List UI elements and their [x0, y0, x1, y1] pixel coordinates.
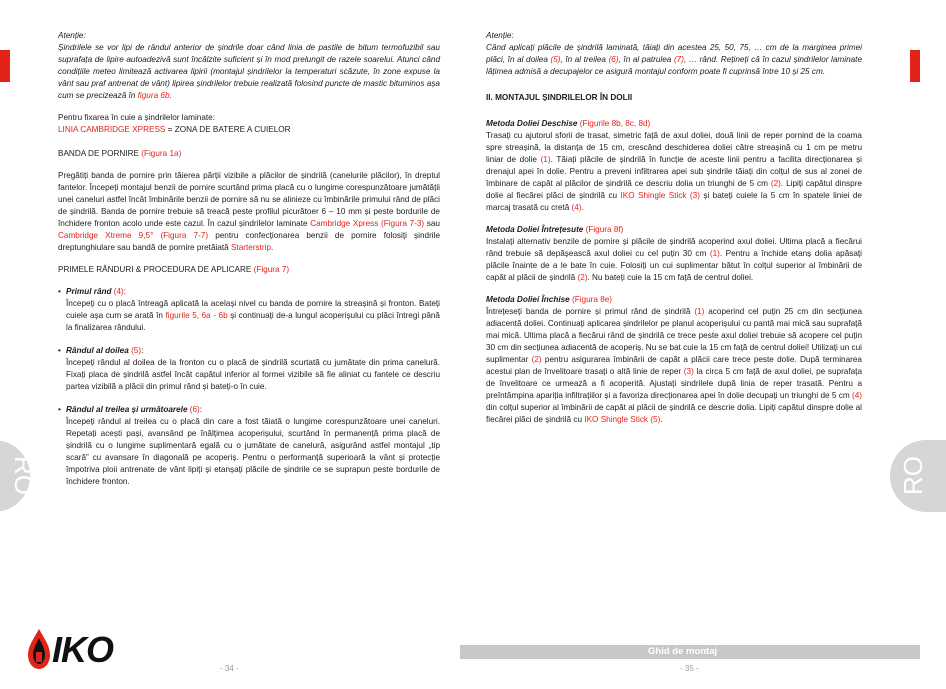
- left-edge-marker: [0, 50, 10, 82]
- cambridge-xpress-link[interactable]: Cambridge Xpress (Figura 7-3): [310, 219, 425, 228]
- note-title: Atenție:: [58, 31, 86, 40]
- note-block-right: Atenție: Când aplicați plăcile de șindrilă laminată, tăiați din acestea 25, 50, 75, … cm de la marginea primei plăci, în al doilea (5), în al treilea (6), în al patrulea (7), … rând. Rețineți că în cazul șindrilelor laminate lățimea admisă a decupajelor ce asigură montajul conform poate fi cuprinsă între 10 și 25 cm.: [486, 31, 863, 76]
- page-number-left: - 34 -: [220, 664, 239, 673]
- figure-link-5-6[interactable]: figurile 5, 6a - 6b: [165, 311, 228, 320]
- flame-logo-icon: [26, 628, 52, 670]
- left-page-column: [58, 30, 440, 499]
- list-item: • Primul rând (4): Începeți cu o placă întreagă aplicată la același nivel cu banda de pornire la streașină și fronton. Bateți cuiele așa cum se arată în figurile 5, 6a - 6b și continuați de-a lungul acoperișului cu plăci întregi până la finalizarea rândului.: [58, 287, 440, 332]
- right-page-column: [486, 30, 862, 436]
- iko-shingle-stick-link-2[interactable]: IKO Shingle Stick (5): [584, 415, 661, 424]
- list-item: • Rândul al doilea (5): Începeți rândul al doilea de la fronton cu o placă de șindrilă scurtată cu jumătate din prima canelură. Fixați placa de șindrilă astfel încât capătul inferior al formei vizibile să fie aliniat cu fantele ce descriu partea vizibilă a plăcii din primul rând și bateți-o în cuie.: [58, 346, 440, 391]
- logo-wordmark: IKO: [52, 629, 114, 670]
- figure-link-8e[interactable]: (Figura 8e): [569, 295, 613, 304]
- section-title: II. MONTAJUL ȘINDRILELOR ÎN DOLII: [486, 93, 633, 102]
- figure-link-1a[interactable]: (Figura 1a): [141, 149, 182, 158]
- footer-label: Ghid de montaj: [648, 646, 718, 657]
- right-edge-marker: [910, 50, 920, 82]
- cambridge-xtreme-link[interactable]: Cambridge Xtreme 9,5° (Figura 7-7): [58, 231, 209, 240]
- closed-valley-method: Metoda Doliei Închise (Figura 8e) Întrețeseți banda de pornire și primul rând de șindrilă (1) acoperind cel puțin 25 cm din secțiunea adiacentă doliei. Continuați aplicarea șindrilelor pe planul acoperișului cu pantă mai mică sau suprafață mai mică. Ultima placă a fiecărui rând de șindrilă ce trece peste axul doliei trebuie să acopere cel puțin 30 cm din secțiunea adiacentă de acoperiș. Nu se bat cuie la 15 cm față de centrul doliei! Utilizați un cui suplimentar (2) pentru asigurarea îmbinării de capăt a plăcii care trece peste dolie. După terminarea acestui plan de învelitoare trasați o altă linie de reper (3) la circa 5 cm față de axul doliei, pe suprafața de învelitoare ce urmează a fi acoperită. Ajustați sindrilele după linia de reper trasată. Pentru a preîntâmpina apariția infiltrațiilor și a favoriza direcționarea apei în dolie decupați un triunghi de 5 cm (4) din colțul superior al îmbinării de capăt al plăcii de șindrilă ce descrie dolia. Lipiți capătul dinspre dolie al fiecărei plăci de șindrilă cu IKO Shingle Stick (5).: [486, 295, 863, 424]
- iko-logo: [26, 628, 156, 672]
- bullet-icon: •: [58, 405, 61, 414]
- starterstrip-link[interactable]: Starterstrip: [230, 243, 272, 252]
- note-block-left: Atenție: Șindrilele se vor lipi de rândul anterior de șindrile doar când linia de pastile de bitum termofuzibil sau suprafața de lipire autoadezivă sunt încălzite suficient și în mod prelungit de razele soarelui. Atunci când condițiile meteo limitează activarea lipirii (montajul șindrilelor la temperaturi scăzute, în zone expuse la vânt sau praf antrenat de vânt) lipirea șindrilelor trebuie realizată folosind puncte de mastic bituminos așa cum se precizează în figura 6b.: [58, 31, 440, 100]
- figure-link-7[interactable]: (Figura 7): [253, 265, 290, 274]
- figure-link-8f[interactable]: (Figura 8f): [583, 225, 624, 234]
- language-tab-right: RO: [890, 440, 946, 512]
- page-number-right: - 35 -: [680, 664, 699, 673]
- iko-shingle-stick-link[interactable]: IKO Shingle Stick (3): [620, 191, 700, 200]
- starter-strip-paragraph: Pregătiți banda de pornire prin tăierea părții vizibile a plăcilor de șindrilă (canelurile plăcilor), în dreptul fantelor. Începeți montajul benzii de pornire scurtând prima placă cu o lungime corespunzătoare jumătății unei caneluri astfel încât îmbinările benzii de pornire să nu se alinieze cu îmbinările primului rând de plăci de șindrilă. Banda de pornire trebuie să treacă peste profilul picurătoer 6 – 10 mm și peste bordurile de închidere fronton acolo unde este cazul. În cazul șindrilelor laminate Cambridge Xpress (Figura 7-3) sau Cambridge Xtreme 9,5° (Figura 7-7) pentru confecționarea benzii de pornire folosiți șindrile dreptunghiulare sau bandă de pornire pretăiată Starterstrip.: [58, 171, 440, 252]
- first-rows-heading: PRIMELE RÂNDURI & PROCEDURA DE APLICARE (Figura 7): [58, 265, 290, 274]
- bullet-icon: •: [58, 346, 61, 355]
- open-valley-method: Metoda Doliei Deschise (Figurile 8b, 8c, 8d) Trasați cu ajutorul sforii de trasat, simetric față de axul doliei, două linii de reper pornind de la coama spre streașină, la distanța de 15 cm, crescând deschiderea doliei către streașină cu 1 cm pe metru liniar de dolie (1). Tăiați plăcile de șindrilă în funcție de aceste linii pentru a facilita direcționarea și drenajul apei în dolie. Pentru a preveni infiltrarea apei sub șindrile tăiați din colțul de sus al zonei de îmbinare de capăt al plăcilor de șindrilă ce descriu dolia un triunghi de 5 cm (2). Lipiți capătul dinspre dolie al fiecărei plăci de șindrilă cu IKO Shingle Stick (3) și bateți cuiele la 5 cm în spatele liniei de marcaj trasată cu cretă (4).: [486, 119, 862, 212]
- language-tab-left: RO: [0, 440, 30, 512]
- figure-link-8bcd[interactable]: (Figurile 8b, 8c, 8d): [577, 119, 651, 128]
- nail-fixing-block: Pentru fixarea în cuie a șindrilelor laminate: LINIA CAMBRIDGE XPRESS = ZONA DE BATERE A CUIELOR: [58, 113, 291, 134]
- list-item: • Rândul al treilea și următoarele (6): Începeți rândul al treilea cu o placă din care a fost tăiată o lungime corespunzătoare unei caneluri. Repetați acești pași, avansând pe înălțimea acoperișului, scurtând în permanență prima placă de șindrilă cu o lungime suplimentară egală cu o jumătate de canelură, asigurând astfel montajul „tip scară” cu avansare în diagonală pe acoperiș. Pentru o performanță superioară la vânt și protecție împotriva ploii antrenate de vânt lipiți și etanșați plăcile de șindrile ce se suprapun peste bordurile de închidere fronton.: [58, 405, 440, 486]
- bullet-icon: •: [58, 287, 61, 296]
- woven-valley-method: Metoda Doliei Întrețesute (Figura 8f) Instalați alternativ benzile de pornire și plăcile de șindrilă acoperind axul doliei. Ultima placă a fiecărui rând trebuie să depășească axul doliei cu cel puțin 30 cm (1). Pentru a închide etanș dolia apăsați plăcile înainte de a le bate în cuie. Folosiți un cui suplimentar bătut în colțul superior al îmbinării de capăt al plăcii de șindrilă (2). Nu bateți cuie la 15 cm față de centrul doliei.: [486, 225, 862, 282]
- cambridge-xpress-line: LINIA CAMBRIDGE XPRESS: [58, 125, 166, 134]
- figure-link-6b[interactable]: figura 6b: [137, 91, 170, 100]
- footer-bar: [460, 645, 920, 659]
- starter-strip-heading: BANDA DE PORNIRE (Figura 1a): [58, 149, 182, 158]
